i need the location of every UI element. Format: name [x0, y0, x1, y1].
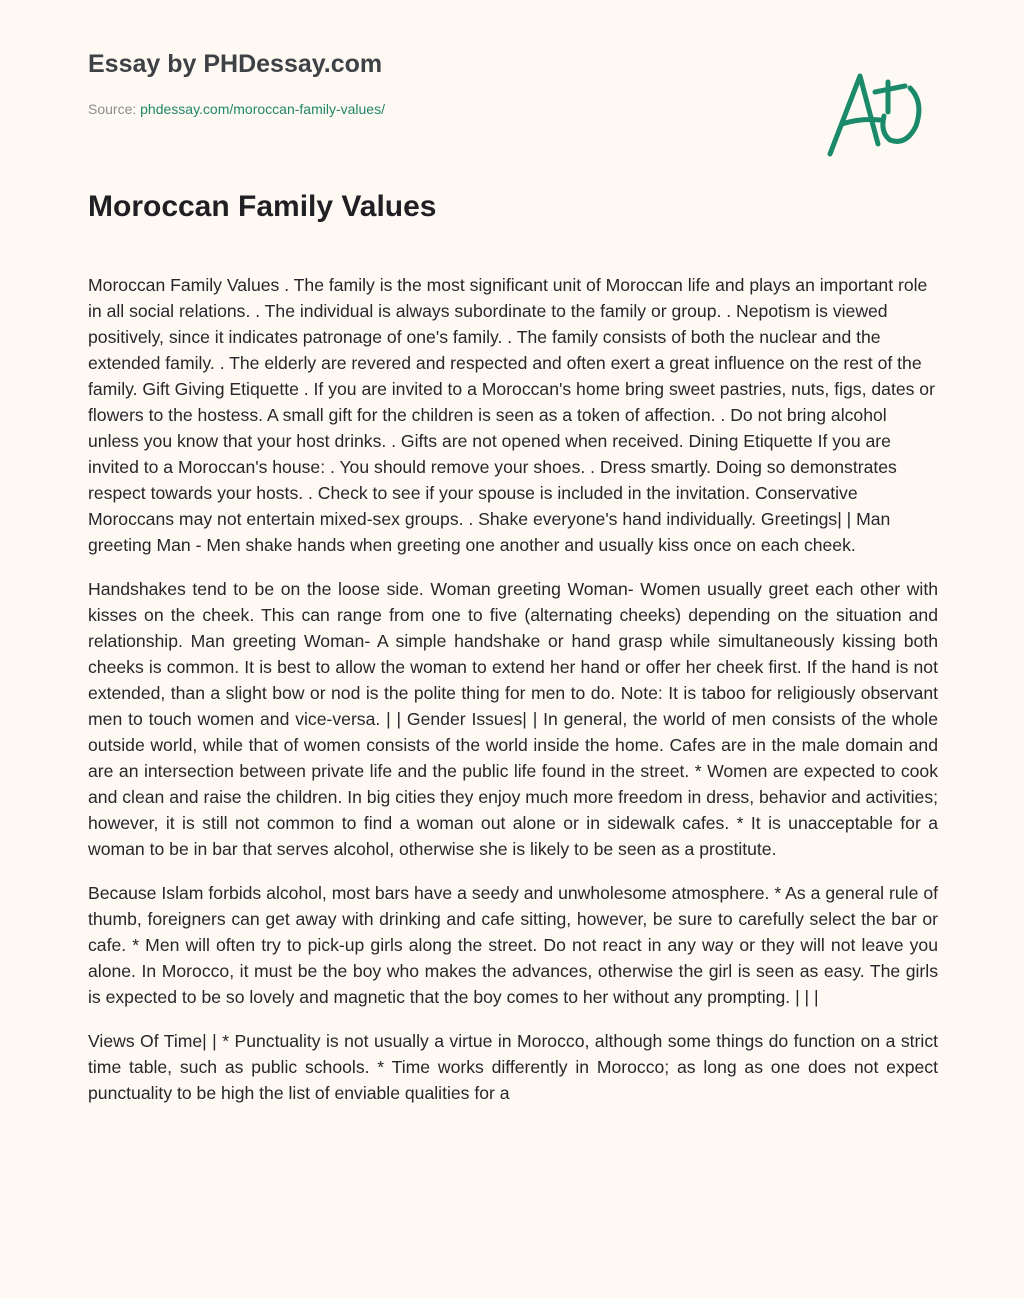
page-title: Moroccan Family Values	[88, 190, 437, 223]
source-line	[88, 101, 385, 117]
a-plus-logo-icon	[820, 62, 930, 162]
essay-paragraph: Views Of Time| | * Punctuality is not usually a virtue in Morocco, although some things do function on a strict time table, such as public schools. * Time works differently in Morocco; as long as one does not expect punctuality to be high the list of enviable qualities for a	[88, 1031, 938, 1103]
essay-paragraph: Because Islam forbids alcohol, most bars have a seedy and unwholesome atmosphere. * As a general rule of thumb, foreigners can get away with drinking and cafe sitting, however, be sure to carefully select the bar or cafe. * Men will often try to pick-up girls along the street. Do not react in any way or they will not leave you alone. In Morocco, it must be the boy who makes the advances, otherwise the girl is seen as easy. The girls is expected to be so lovely and magnetic that the boy comes to her without any prompting. | | |	[88, 883, 938, 1007]
source-link[interactable]: phdessay.com/moroccan-family-values/	[140, 101, 385, 117]
essay-paragraph: Handshakes tend to be on the loose side. Woman greeting Woman- Women usually greet each other with kisses on the cheek. This can range from one to five (alternating cheeks) depending on the situation and relationship. Man greeting Woman- A simple handshake or hand grasp while simultaneously kissing both cheeks is common. It is best to allow the woman to extend her hand or offer her cheek first. If the hand is not extended, than a slight bow or nod is the polite thing for men to do. Note: It is taboo for religiously observant men to touch women and vice-versa. | | Gender Issues| | In general, the world of men consists of the whole outside world, while that of women consists of the world inside the home. Cafes are in the male domain and are an intersection between private life and the public life found in the street. * Women are expected to cook and clean and raise the children. In big cities they enjoy much more freedom in dress, behavior and activities; however, it is still not common to find a woman out alone or in sidewalk cafes. * It is unacceptable for a woman to be in bar that serves alcohol, otherwise she is likely to be seen as a prostitute.	[88, 579, 938, 859]
site-brand: Essay by PHDessay.com	[88, 50, 383, 78]
source-label: Source:	[88, 101, 137, 117]
essay-body	[88, 272, 938, 1124]
essay-paragraph: Moroccan Family Values . The family is the most significant unit of Moroccan life and plays an important role in all social relations. . The individual is always subordinate to the family or group. . Nepotism is viewed positively, since it indicates patronage of one's family. . The family consists of both the nuclear and the extended family. . The elderly are revered and respected and often exert a great influence on the rest of the family. Gift Giving Etiquette . If you are invited to a Moroccan's home bring sweet pastries, nuts, figs, dates or flowers to the hostess. A small gift for the children is seen as a token of affection. . Do not bring alcohol unless you know that your host drinks. . Gifts are not opened when received. Dining Etiquette If you are invited to a Moroccan's house: . You should remove your shoes. . Dress smartly. Doing so demonstrates respect towards your hosts. . Check to see if your spouse is included in the invitation. Conservative Moroccans may not entertain mixed-sex groups. . Shake everyone's hand individually. Greetings| | Man greeting Man - Men shake hands when greeting one another and usually kiss once on each cheek.	[88, 275, 935, 555]
